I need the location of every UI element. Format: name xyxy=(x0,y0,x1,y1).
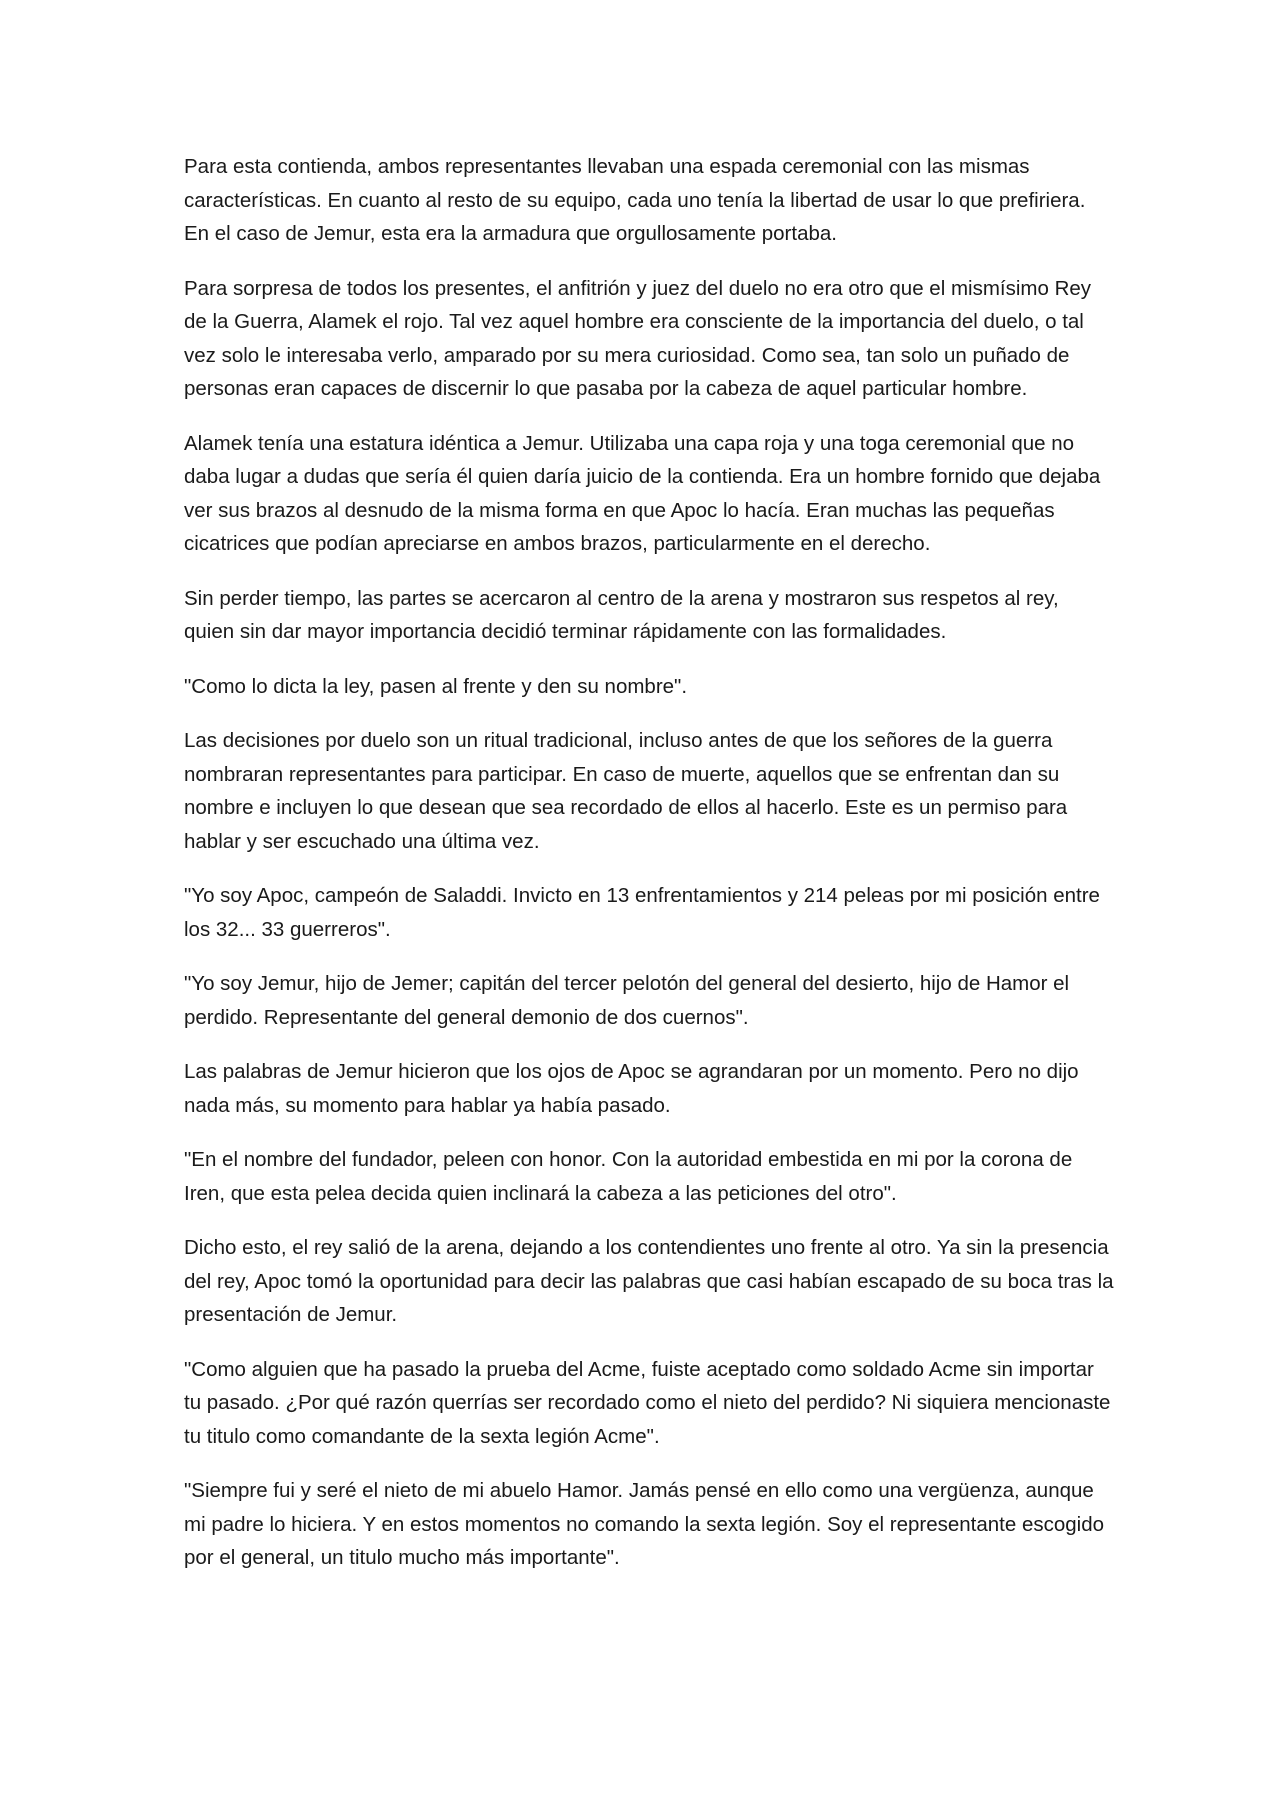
paragraph: "En el nombre del fundador, peleen con honor. Con la autoridad embestida en mi por la corona de Iren, que esta pelea decida quien inclinará la cabeza a las peticiones del otro". xyxy=(184,1148,1073,1205)
paragraph: "Yo soy Jemur, hijo de Jemer; capitán del tercer pelotón del general del desierto, hijo de Hamor el perdido. Representante del general demonio de dos cuernos". xyxy=(184,972,1070,1029)
paragraph: Sin perder tiempo, las partes se acercaron al centro de la arena y mostraron sus respetos al rey, quien sin dar mayor importancia decidió terminar rápidamente con las formalidades. xyxy=(184,586,1059,643)
paragraph: "Como alguien que ha pasado la prueba del Acme, fuiste aceptado como soldado Acme sin importar tu pasado. ¿Por qué razón querrías ser recordado como el nieto del perdido? Ni siquiera mencionaste tu titulo como comandante de la sexta legión Acme". xyxy=(184,1357,1111,1448)
paragraph: Para esta contienda, ambos representantes llevaban una espada ceremonial con las mismas características. En cuanto al resto de su equipo, cada uno tenía la libertad de usar lo que prefiriera. En el caso de Jemur, esta era la armadura que orgullosamente portaba. xyxy=(184,155,1086,245)
document-body xyxy=(184,150,1114,1596)
paragraph: Alamek tenía una estatura idéntica a Jemur. Utilizaba una capa roja y una toga ceremonial que no daba lugar a dudas que sería él quien daría juicio de la contienda. Era un hombre fornido que dejaba ver sus brazos al desnudo de la misma forma en que Apoc lo hacía. Eran muchas las pequeñas cicatrices que podían apreciarse en ambos brazos, particularmente en el derecho. xyxy=(184,431,1101,555)
paragraph: Dicho esto, el rey salió de la arena, dejando a los contendientes uno frente al otro. Ya sin la presencia del rey, Apoc tomó la oportunidad para decir las palabras que casi habían escapado de su boca tras la presentación de Jemur. xyxy=(184,1236,1114,1326)
paragraph: Las palabras de Jemur hicieron que los ojos de Apoc se agrandaran por un momento. Pero no dijo nada más, su momento para hablar ya había pasado. xyxy=(184,1060,1079,1117)
paragraph: Las decisiones por duelo son un ritual tradicional, incluso antes de que los señores de la guerra nombraran representantes para participar. En caso de muerte, aquellos que se enfrentan dan su nombre e incluyen lo que desean que sea recordado de ellos al hacerlo. Este es un permiso para hablar y ser escuchado una última vez. xyxy=(184,729,1068,853)
paragraph: "Siempre fui y seré el nieto de mi abuelo Hamor. Jamás pensé en ello como una vergüenza, aunque mi padre lo hiciera. Y en estos momentos no comando la sexta legión. Soy el representante escogido por el general, un titulo mucho más importante". xyxy=(184,1479,1105,1569)
paragraph: Para sorpresa de todos los presentes, el anfitrión y juez del duelo no era otro que el mismísimo Rey de la Guerra, Alamek el rojo. Tal vez aquel hombre era consciente de la importancia del duelo, o tal vez solo le interesaba verlo, amparado por su mera curiosidad. Como sea, tan solo un puñado de personas eran capaces de discernir lo que pasaba por la cabeza de aquel particular hombre. xyxy=(184,276,1092,400)
paragraph: "Como lo dicta la ley, pasen al frente y den su nombre". xyxy=(184,674,688,698)
paragraph: "Yo soy Apoc, campeón de Saladdi. Invicto en 13 enfrentamientos y 214 peleas por mi posición entre los 32... 33 guerreros". xyxy=(184,884,1100,941)
